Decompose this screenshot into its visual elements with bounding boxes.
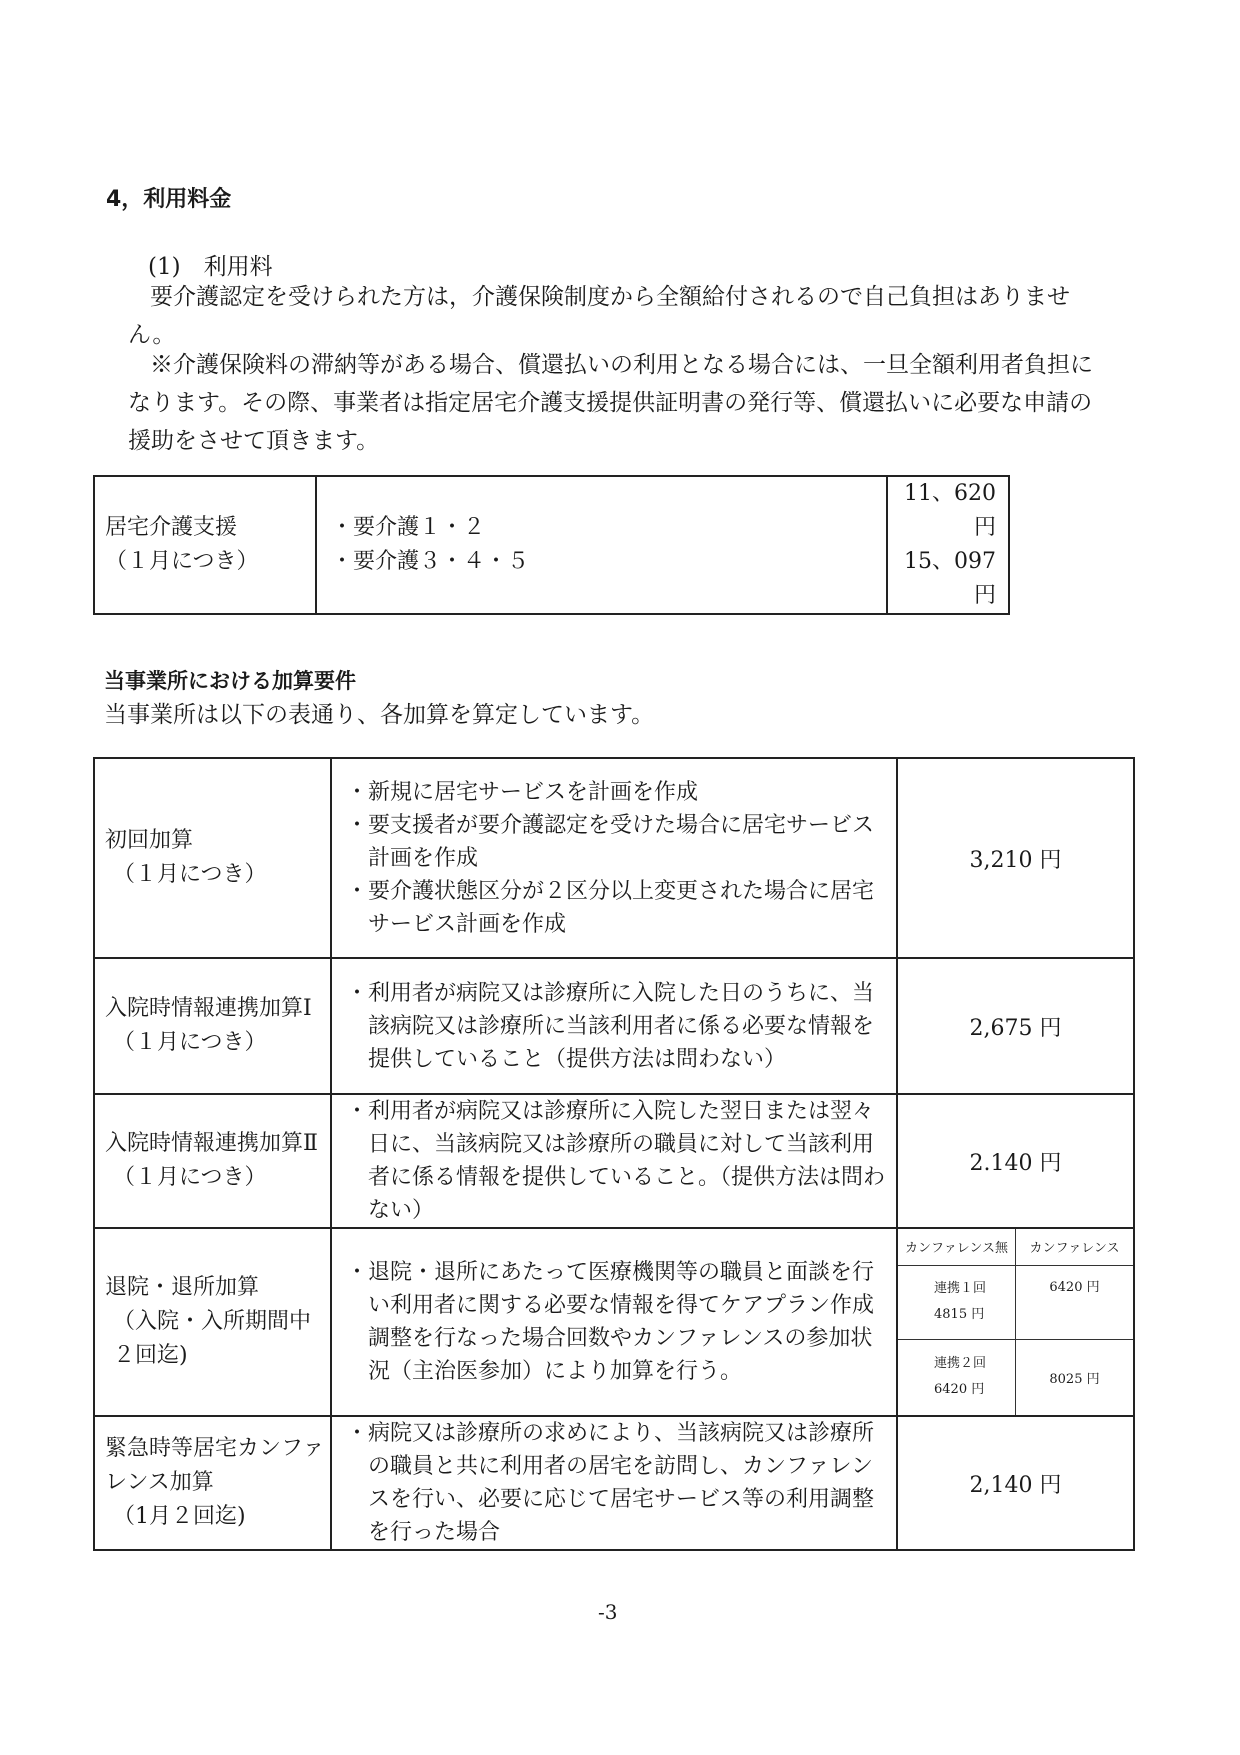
row-amount: 2.140 円	[897, 1094, 1134, 1228]
section-title: 4，利用料金	[106, 187, 232, 212]
fee-items: ・要介護１・２ ・要介護３・４・５	[316, 476, 887, 614]
row-label: 入院時情報連携加算Ⅱ （１月につき）	[94, 1094, 331, 1228]
addition-table	[93, 757, 1135, 1551]
row-label: 緊急時等居宅カンファレンス加算 （1月２回迄)	[94, 1416, 331, 1550]
paragraph-2: ※介護保険料の滞納等がある場合、償還払いの利用となる場合には、一旦全額利用者負担になります。その際、事業者は指定居宅介護支援提供証明書の発行等、償還払いに必要な申請の援助をさせて頂きます。	[128, 352, 1093, 454]
row-description: ・利用者が病院又は診療所に入院した翌日または翌々日に、当該病院又は診療所の職員に対して当該利用者に係る情報を提供していること。（提供方法は問わない）	[331, 1094, 897, 1228]
discharge-subtable-cell	[897, 1228, 1134, 1416]
row-amount: 2,140 円	[897, 1416, 1134, 1550]
subsection-title: (1) 利用料	[148, 254, 273, 280]
row-description: ・新規に居宅サービスを計画を作成 ・要支援者が要介護認定を受けた場合に居宅サービス計画を作成 ・要介護状態区分が２区分以上変更された場合に居宅サービス計画を作成	[331, 758, 897, 958]
paragraph-1: 要介護認定を受けられた方は，介護保険制度から全額給付されるので自己負担はありません。	[128, 284, 1070, 348]
table-row	[94, 1228, 1134, 1416]
page-number: -3	[598, 1600, 618, 1624]
row-description: ・退院・退所にあたって医療機関等の職員と面談を行い利用者に関する必要な情報を得てケアプラン作成調整を行なった場合回数やカンファレンスの参加状況（主治医参加）により加算を行う。	[331, 1228, 897, 1416]
table-row	[94, 1094, 1134, 1228]
fee-prices: 11、620 円 15、097 円	[887, 476, 1009, 614]
discharge-subtable	[898, 1229, 1133, 1415]
subtable-cell: 連携２回 6420 円	[898, 1339, 1016, 1415]
table-row	[94, 958, 1134, 1094]
row-label: 初回加算 （１月につき）	[94, 758, 331, 958]
subtable-head-no-conference: カンファレンス無	[898, 1229, 1016, 1265]
row-description: ・病院又は診療所の求めにより、当該病院又は診療所の職員と共に利用者の居宅を訪問し、カンファレンスを行い、必要に応じて居宅サービス等の利用調整を行った場合	[331, 1416, 897, 1550]
subtable-cell: 8025 円	[1016, 1339, 1134, 1415]
row-amount: 3,210 円	[897, 758, 1134, 958]
addition-title: 当事業所における加算要件	[104, 669, 356, 693]
subtable-cell: 連携１回 4815 円	[898, 1265, 1016, 1339]
table-row	[94, 758, 1134, 958]
subtable-head-conference: カンファレンス	[1016, 1229, 1134, 1265]
row-label: 入院時情報連携加算Ⅰ （１月につき）	[94, 958, 331, 1094]
fee-label: 居宅介護支援 （１月につき）	[94, 476, 316, 614]
row-amount: 2,675 円	[897, 958, 1134, 1094]
fee-table	[93, 475, 1010, 615]
addition-intro: 当事業所は以下の表通り、各加算を算定しています。	[104, 702, 655, 728]
row-label: 退院・退所加算 （入院・入所期間中２回迄)	[94, 1228, 331, 1416]
subtable-cell: 6420 円	[1016, 1265, 1134, 1339]
row-description: ・利用者が病院又は診療所に入院した日のうちに、当該病院又は診療所に当該利用者に係る必要な情報を提供していること（提供方法は問わない）	[331, 958, 897, 1094]
table-row	[94, 1416, 1134, 1550]
